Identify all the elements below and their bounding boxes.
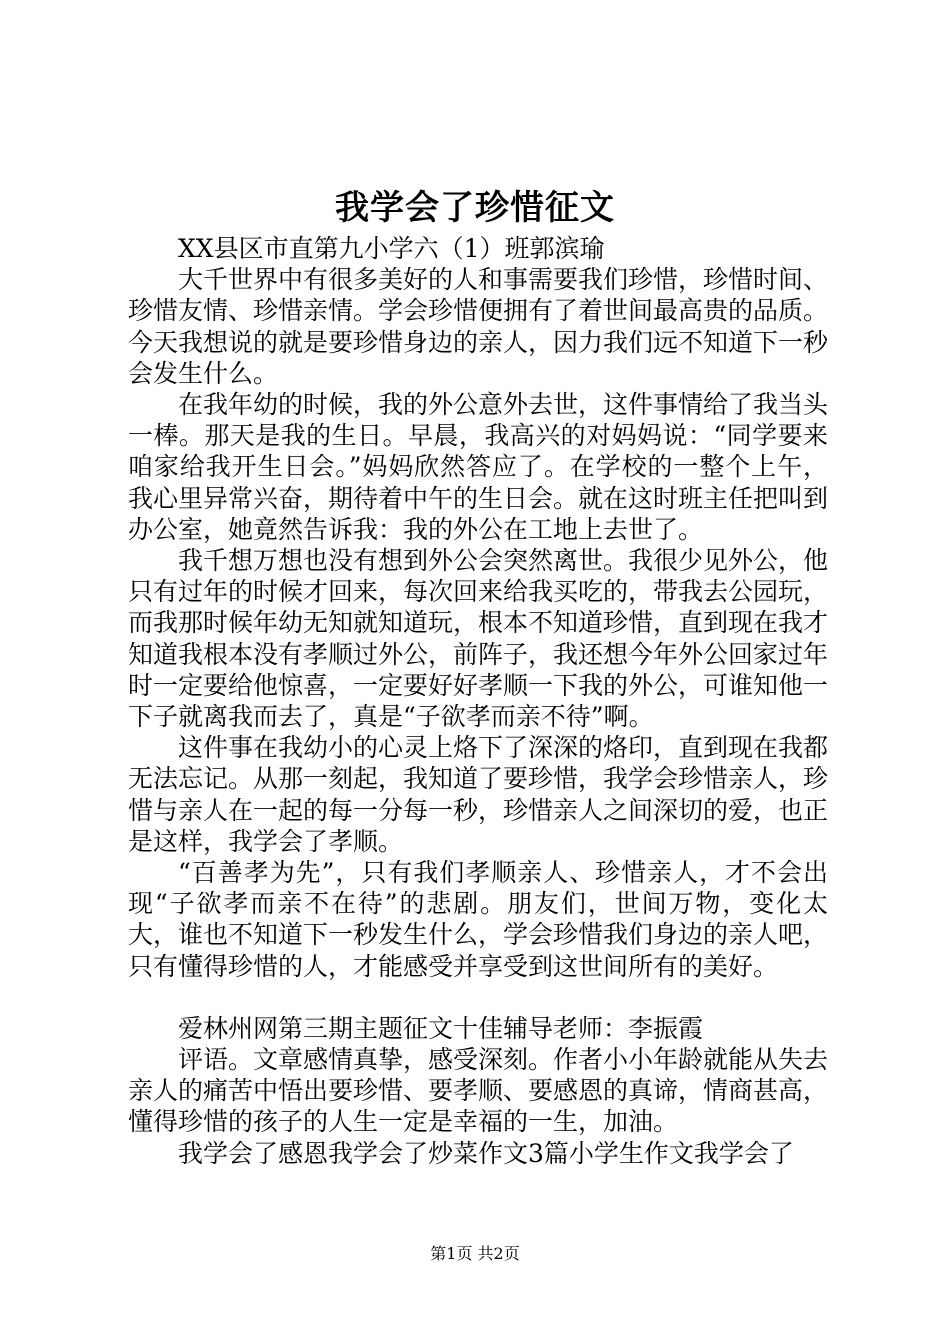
teacher-line: 爱林州网第三期主题征文十佳辅导老师：李振霞	[178, 1013, 704, 1043]
author-line: XX县区市直第九小学六（1）班郭滨瑜	[178, 234, 605, 263]
comment-paragraph: 评语。文章感情真挚，感受深刻。作者小小年龄就能从失去亲人的痛苦中悟出要珍惜、要孝顺、要感恩的真谛，情商甚高，懂得珍惜的孩子的人生一定是幸福的一生，加油。	[128, 1045, 829, 1137]
related-line: 我学会了感恩我学会了炒菜作文3篇小学生作文我学会了	[178, 1138, 794, 1168]
page-footer: 第1页 共2页	[430, 1244, 520, 1263]
paragraph: 我千想万想也没有想到外公会突然离世。我很少见外公，他只有过年的时候才回来，每次回来给我买吃的，带我去公园玩，而我那时候年幼无知就知道玩，根本不知道珍惜，直到现在我才知道我根本没有孝顺过外公，前阵子，我还想今年外公回家过年时一定要给他惊喜，一定要好好孝顺一下我的外公，可谁知他一下子就离我而去了，真是“子欲孝而亲不待”啊。	[128, 546, 829, 732]
paragraph: 在我年幼的时候，我的外公意外去世，这件事情给了我当头一棒。那天是我的生日。早晨，我高兴的对妈妈说：“同学要来咱家给我开生日会。”妈妈欣然答应了。在学校的一整个上午，我心里异常兴奋，期待着中午的生日会。就在这时班主任把叫到办公室，她竟然告诉我：我的外公在工地上去世了。	[128, 390, 829, 544]
document-body	[128, 233, 828, 1169]
blank-line	[128, 982, 828, 1013]
document-title: 我学会了珍惜征文	[335, 188, 615, 228]
paragraph: 这件事在我幼小的心灵上烙下了深深的烙印，直到现在我都无法忘记。从那一刻起，我知道了要珍惜，我学会珍惜亲人，珍惜与亲人在一起的每一分每一秒，珍惜亲人之间深切的爱，也正是这样，我学会了孝顺。	[128, 733, 829, 856]
paragraph: 大千世界中有很多美好的人和事需要我们珍惜，珍惜时间、珍惜友情、珍惜亲情。学会珍惜便拥有了着世间最高贵的品质。今天我想说的就是要珍惜身边的亲人，因力我们远不知道下一秒会发生什么。	[128, 265, 829, 388]
paragraph: “百善孝为先”，只有我们孝顺亲人、珍惜亲人，才不会出现“子欲孝而亲不在待”的悲剧。朋友们，世间万物，变化太大，谁也不知道下一秒发生什么，学会珍惜我们身边的亲人吧，只有懂得珍惜的人，才能感受并享受到这世间所有的美好。	[128, 858, 829, 981]
